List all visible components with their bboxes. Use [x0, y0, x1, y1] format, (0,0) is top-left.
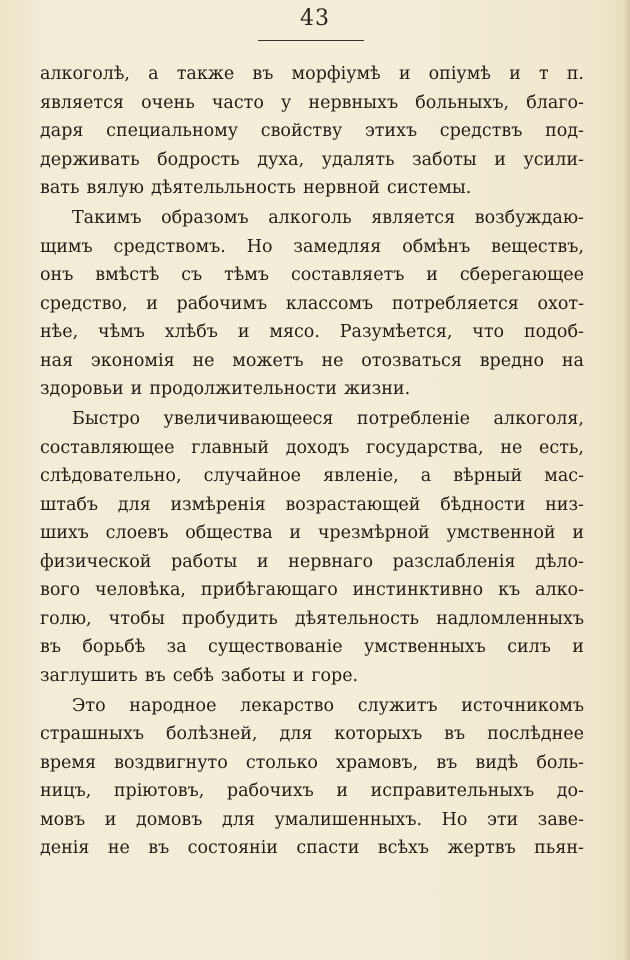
word: и: [509, 64, 521, 84]
word: источникомъ: [461, 695, 584, 716]
word: для: [222, 809, 255, 830]
word: нервнаго: [288, 551, 374, 572]
word: до-: [556, 781, 584, 801]
word: и: [237, 322, 250, 342]
word: борьбѣ: [82, 637, 146, 657]
word: и: [572, 637, 584, 657]
word: этихъ: [364, 121, 418, 141]
text-line: [40, 117, 584, 146]
word: Быстро: [72, 409, 141, 429]
word: заботы: [220, 665, 286, 686]
word: бѣдности: [440, 494, 526, 515]
word: Это: [72, 695, 106, 716]
word: дѣятельность: [294, 608, 420, 629]
word: время: [40, 752, 97, 773]
word: что: [472, 322, 505, 342]
word: средство,: [40, 293, 128, 314]
word: возбуждаю-: [474, 208, 584, 228]
word: вмѣстѣ: [95, 265, 160, 285]
word: даря: [40, 121, 84, 141]
word: видѣ: [475, 752, 519, 773]
text-line: [40, 605, 584, 634]
word: храмовъ,: [336, 752, 419, 773]
word: благо-: [526, 92, 584, 113]
word: вѣрный: [453, 466, 523, 486]
header-rule: [258, 40, 364, 41]
word: вать: [40, 178, 80, 198]
word: инстинктивно: [352, 580, 484, 600]
word: и: [256, 551, 269, 572]
word: также: [176, 64, 235, 84]
word: возрастающей: [285, 494, 421, 515]
paragraph: [40, 60, 584, 203]
word: физической: [40, 551, 152, 572]
word: себѣ: [172, 665, 214, 686]
word: веществъ,: [491, 236, 584, 257]
page-number: 43: [300, 6, 330, 31]
word: обмѣнъ: [402, 236, 471, 257]
text-line: [40, 491, 584, 520]
word: силъ: [507, 637, 551, 657]
text-line: [40, 405, 584, 434]
text-line: [40, 462, 584, 491]
word: нѣе,: [40, 322, 79, 342]
text-line: [40, 375, 584, 404]
text-line: [40, 434, 584, 463]
word: и: [494, 149, 506, 170]
word: въ: [148, 838, 170, 858]
word: и: [398, 64, 411, 84]
word: не: [321, 350, 344, 371]
word: морфiумѣ: [291, 64, 381, 84]
word: не: [500, 437, 523, 458]
word: образомъ: [161, 208, 249, 228]
word: не: [192, 350, 215, 371]
word: можетъ: [232, 350, 304, 371]
word: штабъ: [40, 494, 99, 515]
word: въ: [444, 724, 466, 744]
text-line: [40, 290, 584, 319]
word: умственной: [446, 523, 556, 543]
word: тѣмъ: [224, 265, 270, 285]
word: денiя: [40, 838, 90, 858]
text-line: [40, 548, 584, 577]
word: чрезмѣрной: [317, 523, 430, 543]
text-line: [40, 60, 584, 89]
text-line: [40, 261, 584, 290]
word: ницъ,: [40, 781, 92, 801]
word: голю,: [40, 608, 92, 629]
word: усили-: [523, 149, 584, 170]
word: хлѣбъ: [164, 322, 218, 342]
word: дѣятельльность: [151, 178, 296, 198]
word: п.: [566, 64, 584, 84]
word: къ: [498, 580, 521, 600]
word: дѣло-: [535, 551, 584, 572]
text-line: [40, 662, 584, 691]
word: охот-: [537, 293, 584, 314]
word: въ: [40, 637, 61, 657]
word: ная: [40, 350, 74, 371]
word: которыхъ: [334, 724, 423, 744]
word: заботы: [412, 149, 477, 170]
word: горе.: [311, 665, 359, 686]
text-line: [40, 834, 584, 863]
word: подоб-: [523, 322, 584, 342]
word: общества: [185, 523, 273, 543]
word: эти: [487, 809, 519, 830]
word: лекарство: [240, 695, 335, 716]
word: служитъ: [357, 695, 438, 716]
word: жертвъ: [447, 838, 516, 858]
word: на: [561, 350, 584, 371]
word: для: [117, 494, 151, 515]
word: всѣхъ: [377, 838, 430, 858]
word: духа,: [257, 149, 305, 170]
word: главный: [191, 437, 270, 458]
word: продолжительности: [149, 379, 337, 399]
word: и: [104, 809, 117, 830]
paragraph: [40, 204, 584, 404]
word: домовъ: [135, 809, 203, 830]
word: надломленныхъ: [436, 608, 584, 629]
word: здоровьи: [40, 379, 124, 399]
word: очень: [141, 92, 195, 113]
word: пробудить: [181, 608, 278, 629]
word: и: [289, 523, 302, 543]
word: алкоголя,: [493, 409, 584, 429]
word: для: [279, 724, 313, 744]
word: боль-: [536, 752, 584, 773]
word: въ: [252, 64, 274, 84]
word: потребляется: [391, 293, 519, 314]
text-line: [40, 233, 584, 262]
word: заглушить: [40, 665, 138, 686]
word: разслабленiя: [392, 551, 516, 572]
word: алкоголѣ,: [40, 64, 130, 84]
word: прибѣгающаго: [200, 580, 338, 600]
word: мовъ: [40, 809, 86, 830]
word: умалишенныхъ.: [274, 809, 423, 830]
word: прiютовъ,: [113, 781, 205, 801]
word: свойству: [260, 121, 343, 141]
word: больныхъ,: [415, 92, 510, 113]
word: мясо.: [269, 322, 320, 342]
word: часто: [211, 92, 264, 113]
word: состоянiи: [187, 838, 278, 858]
word: слоевъ: [105, 523, 169, 543]
text-line: [40, 204, 584, 233]
word: заве-: [537, 809, 584, 830]
word: нервной: [302, 178, 380, 198]
word: чѣмъ: [98, 322, 145, 342]
word: исправительныхъ: [370, 781, 535, 801]
word: народное: [129, 695, 217, 716]
word: Но: [441, 809, 468, 830]
text-line: [40, 519, 584, 548]
word: за: [166, 637, 187, 657]
word: вредно: [479, 350, 545, 371]
word: держивать: [40, 149, 140, 170]
word: слѣдовательно,: [40, 466, 182, 486]
word: вялую: [86, 178, 145, 198]
word: потребленiе: [356, 409, 470, 429]
word: составляющее: [40, 437, 175, 458]
word: является: [371, 208, 456, 228]
word: нервныхъ: [308, 92, 399, 113]
word: не: [107, 838, 130, 858]
word: а: [148, 64, 159, 84]
text-line: [40, 347, 584, 376]
word: и: [146, 293, 158, 314]
word: случайное: [203, 466, 302, 486]
word: опiумѣ: [428, 64, 491, 84]
paragraph: [40, 692, 584, 863]
word: экономiя: [90, 350, 175, 371]
word: онъ: [40, 265, 74, 285]
word: а: [420, 466, 432, 486]
text-line: [40, 174, 584, 203]
word: щимъ: [40, 236, 93, 257]
word: воздвигнуто: [114, 752, 228, 773]
word: системы.: [386, 178, 472, 198]
word: болѣзней,: [165, 724, 258, 744]
paragraph: [40, 405, 584, 690]
word: алкоголь: [268, 208, 352, 228]
word: жизни.: [343, 379, 411, 399]
text-line: [40, 720, 584, 749]
word: умственныхъ: [363, 637, 486, 657]
word: спасти: [296, 838, 360, 858]
word: есть,: [539, 437, 584, 458]
word: под-: [545, 121, 584, 141]
word: пьян-: [534, 838, 584, 858]
word: отозваться: [361, 350, 462, 371]
page-edge-shadow: [624, 0, 630, 960]
word: средствомъ.: [113, 236, 226, 257]
word: Разумѣется,: [339, 322, 453, 342]
word: шихъ: [40, 523, 89, 543]
word: рабочимъ: [176, 293, 268, 314]
word: сберегающее: [459, 265, 584, 285]
word: Такимъ: [72, 208, 142, 228]
word: удалять: [321, 149, 395, 170]
text-line: [40, 749, 584, 778]
word: чтобы: [108, 608, 165, 629]
text-line: [40, 89, 584, 118]
word: въ: [144, 665, 166, 686]
word: у: [281, 92, 292, 113]
word: и: [292, 665, 305, 686]
word: и: [336, 781, 349, 801]
text-line: [40, 806, 584, 835]
text-line: [40, 576, 584, 605]
word: страшныхъ: [40, 724, 144, 744]
text-line: [40, 633, 584, 662]
text-line: [40, 692, 584, 721]
word: и: [130, 379, 143, 399]
word: доходъ: [285, 437, 350, 458]
word: увеличивающееся: [163, 409, 334, 429]
word: Но: [246, 236, 273, 257]
word: бодрость: [157, 149, 240, 170]
word: и: [426, 265, 438, 285]
word: классомъ: [285, 293, 374, 314]
word: составляетъ: [290, 265, 405, 285]
word: и: [572, 523, 584, 543]
word: явленiе,: [323, 466, 399, 486]
word: специальному: [106, 121, 239, 141]
word: измѣренiя: [170, 494, 266, 515]
word: замедляя: [293, 236, 382, 257]
text-line: [40, 318, 584, 347]
word: мас-: [544, 466, 584, 486]
word: существованiе: [208, 637, 343, 657]
text-line: [40, 777, 584, 806]
text-line: [40, 146, 584, 175]
word: государства,: [366, 437, 484, 458]
word: вого: [40, 580, 81, 600]
word: т: [538, 64, 549, 84]
word: средствъ: [439, 121, 523, 141]
word: рабочихъ: [226, 781, 314, 801]
word: низ-: [545, 494, 584, 515]
word: работы: [171, 551, 238, 572]
word: алко-: [535, 580, 584, 600]
word: является: [40, 92, 124, 113]
body-text: [40, 60, 584, 864]
word: въ: [436, 752, 458, 773]
word: послѣднее: [487, 724, 584, 744]
word: съ: [181, 265, 203, 285]
word: человѣка,: [95, 580, 186, 600]
word: столько: [245, 752, 318, 773]
